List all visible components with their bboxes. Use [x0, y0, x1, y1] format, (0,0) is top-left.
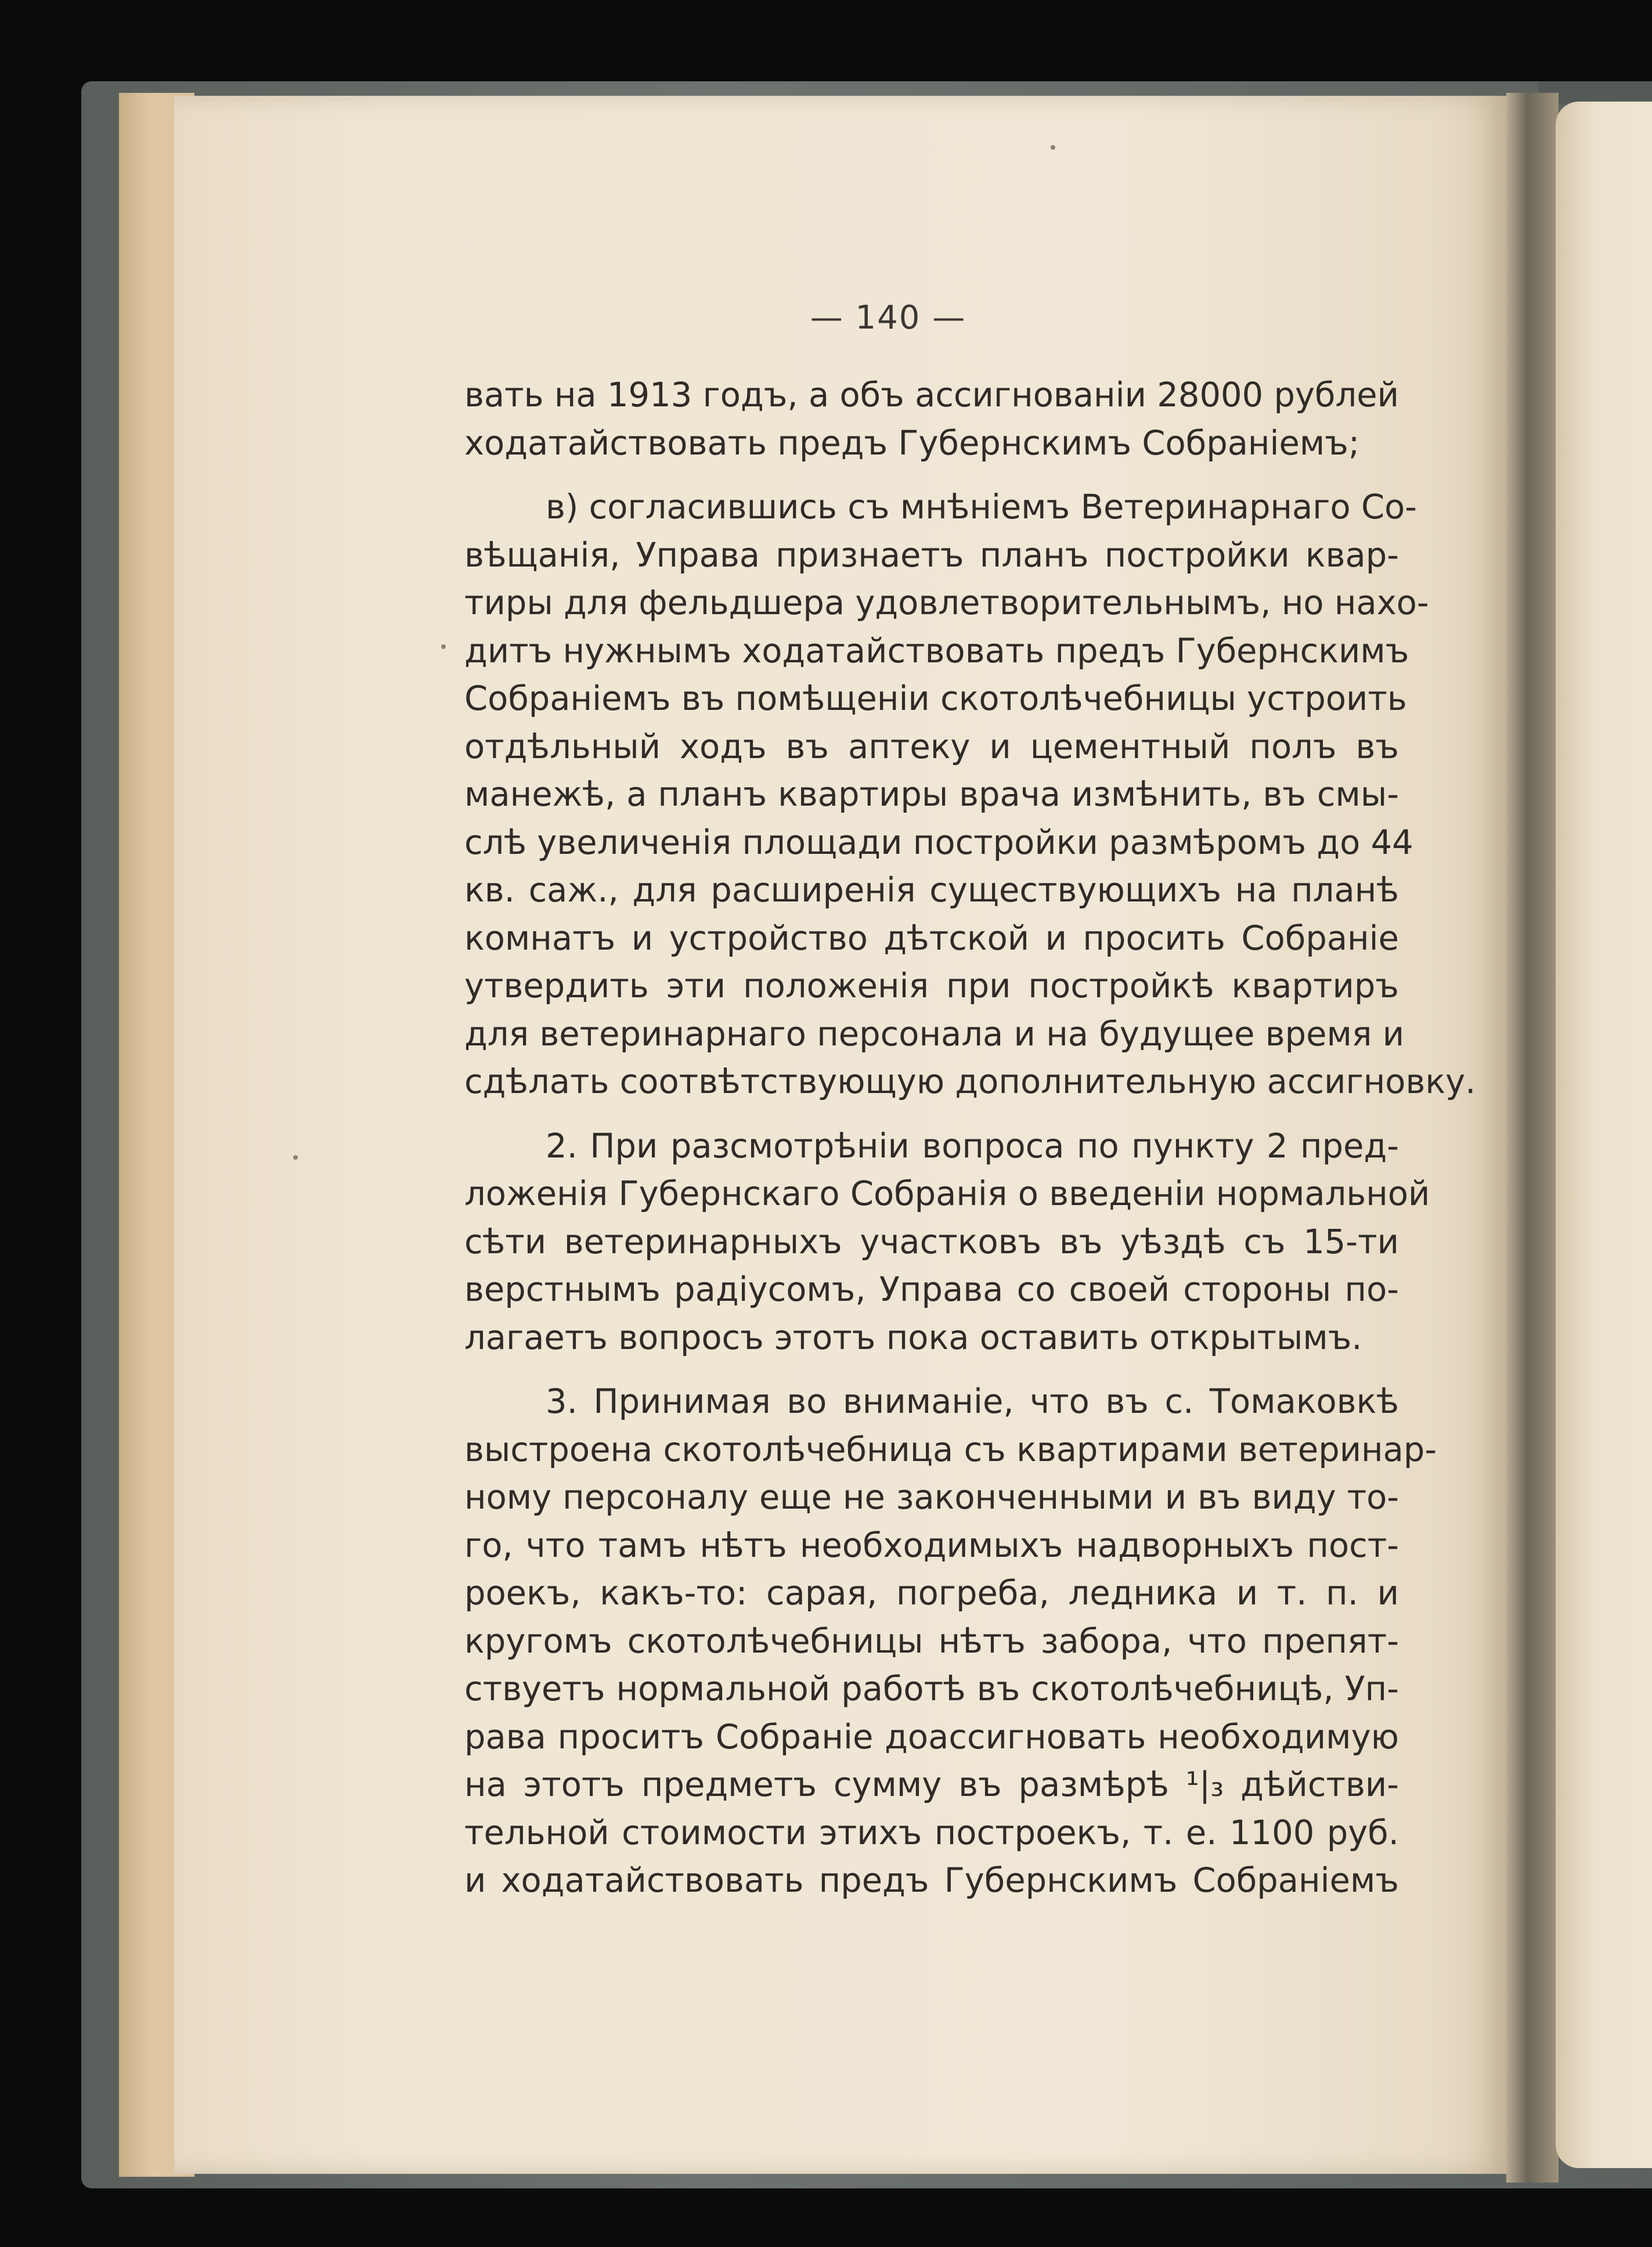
text-line: кругомъ скотолѣчебницы нѣтъ забора, что препят- [464, 1621, 1399, 1661]
page-speck [293, 1155, 298, 1160]
text-line: ложенія Губернскаго Собранія о введеніи нормальной [464, 1174, 1430, 1213]
text-line: комнатъ и устройство дѣтской и просить Собраніе [464, 918, 1399, 958]
text-line: на этотъ предметъ сумму въ размѣрѣ ¹|₃ дѣйстви- [464, 1765, 1399, 1804]
text-line: вать на 1913 годъ, а объ ассигнованіи 28000 рублей [464, 376, 1399, 414]
text-line: тельной стоимости этихъ построекъ, т. е. 1100 руб. [464, 1813, 1399, 1852]
paragraph [464, 1123, 1430, 1362]
text-line: и ходатайствовать предъ Губернскимъ Собраніемъ [464, 1861, 1399, 1900]
text-line: 2. При разсмотрѣніи вопроса по пункту 2 пред- [546, 1126, 1399, 1166]
text-line: слѣ увеличенія площади постройки размѣромъ до 44 [464, 823, 1413, 862]
text-line: выстроена скотолѣчебница съ квартирами ветеринар- [464, 1430, 1437, 1469]
text-line: рава проситъ Собраніе доассигновать необходимую [464, 1717, 1399, 1757]
text-line: в) согласившись съ мнѣніемъ Ветеринарнаго Со- [546, 488, 1417, 526]
text-line: вѣщанія, Управа признаетъ планъ постройки квар- [464, 535, 1399, 575]
text-line: утвердить эти положенія при постройкѣ квартиръ [464, 966, 1399, 1005]
text-line: сдѣлать соотвѣтствующую дополнительную ассигновку. [464, 1062, 1476, 1101]
text-line: тиры для фельдшера удовлетворительнымъ, но нахо- [464, 583, 1429, 622]
text-line: ному персоналу еще не законченными и въ виду то- [464, 1478, 1399, 1517]
paragraph [464, 484, 1476, 1106]
facing-page-edge [1556, 102, 1652, 2168]
text-line: дитъ нужнымъ ходатайствовать предъ Губернскимъ [464, 631, 1409, 670]
text-line: верстнымъ радіусомъ, Управа со своей стороны по- [464, 1270, 1399, 1309]
text-line: го, что тамъ нѣтъ необходимыхъ надворныхъ пост- [464, 1525, 1399, 1565]
text-line: для ветеринарнаго персонала и на будущее время и [464, 1014, 1405, 1054]
text-line: ствуетъ нормальной работѣ въ скотолѣчебницѣ, Уп- [464, 1669, 1399, 1708]
text-line: 3. Принимая во вниманіе, что въ с. Томаковкѣ [546, 1382, 1399, 1421]
paragraph [464, 372, 1399, 467]
page-number: — 140 — [810, 299, 966, 337]
book-gutter [1506, 93, 1559, 2183]
text-line: сѣти ветеринарныхъ участковъ въ уѣздѣ съ 15-ти [464, 1222, 1399, 1261]
text-line: отдѣльный ходъ въ аптеку и цементный полъ въ [464, 727, 1399, 766]
paragraph [464, 1378, 1437, 1905]
text-line: Собраніемъ въ помѣщеніи скотолѣчебницы устроить [464, 679, 1407, 718]
text-line: кв. саж., для расширенія существующихъ на планѣ [464, 871, 1399, 910]
body-text [464, 372, 1476, 1921]
text-line: манежѣ, а планъ квартиры врача измѣнить, въ смы- [464, 775, 1399, 814]
text-line: роекъ, какъ-то: сарая, погреба, ледника и т. п. и [464, 1574, 1399, 1613]
page-speck [441, 644, 446, 649]
text-line: ходатайствовать предъ Губернскимъ Собраніемъ; [464, 423, 1360, 463]
text-line: лагаетъ вопросъ этотъ пока оставить открытымъ. [464, 1318, 1362, 1357]
page-speck [1051, 145, 1055, 150]
